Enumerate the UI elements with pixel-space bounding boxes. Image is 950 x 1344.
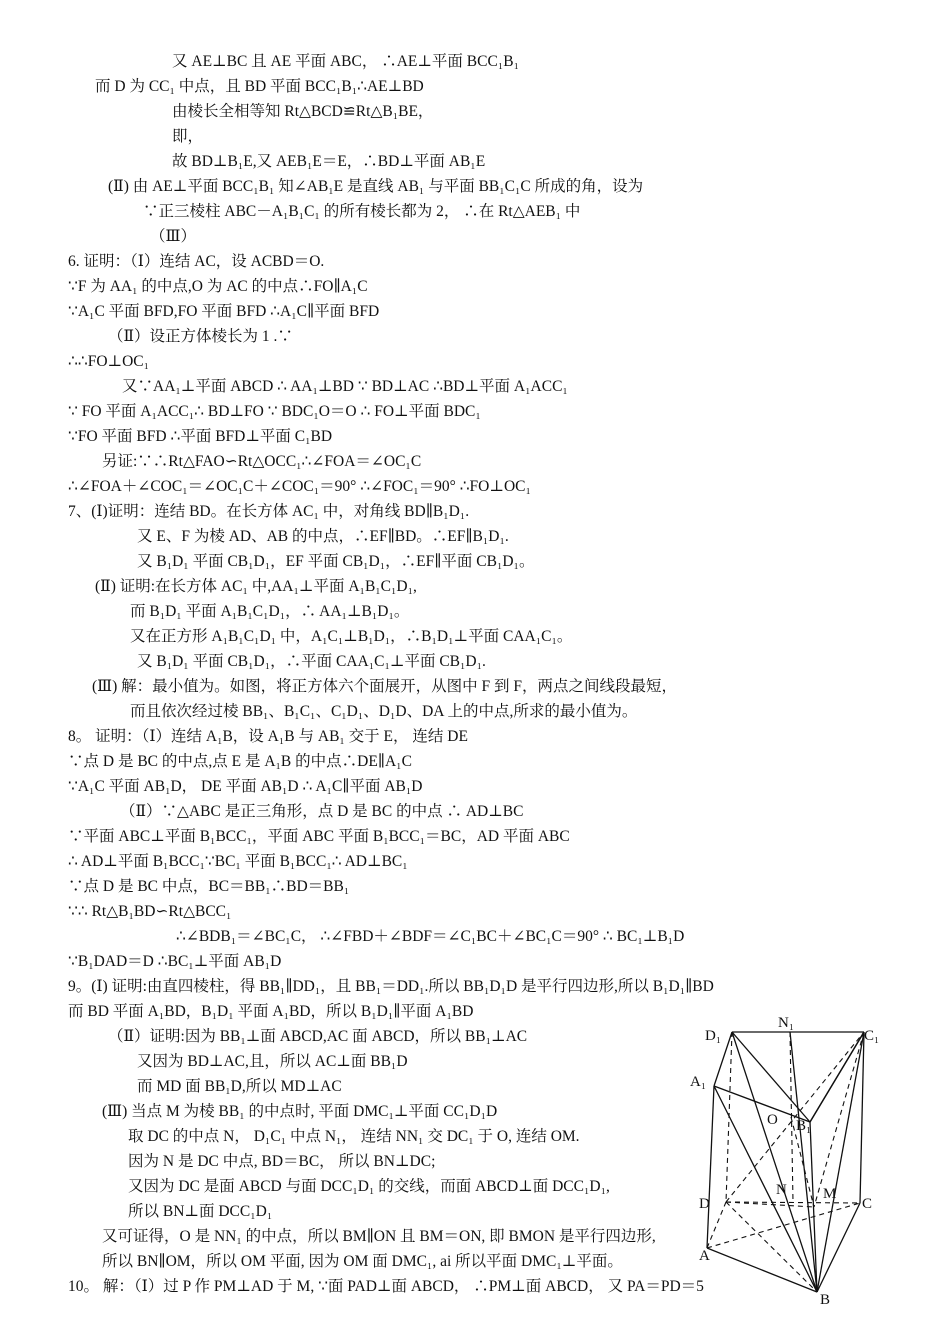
text-line: 而 D 为 CC₁ 中点，且 BD 平面 BCC₁B₁∴AE⊥BD	[95, 78, 424, 95]
text-line: 又可证得，O 是 NN₁ 的中点，所以 BM∥ON 且 BM＝ON, 即 BMON 是平行四边形,	[102, 1228, 656, 1245]
line-n1b	[790, 1032, 817, 1292]
prism-figure	[690, 1010, 890, 1310]
problem-6-heading: 6. 证明：（Ⅰ）连结 AC，设 ACBD＝O.	[68, 253, 325, 270]
edge-ad	[707, 1202, 726, 1248]
edge-dd1	[726, 1032, 732, 1202]
text-line: (Ⅲ) 当点 M 为棱 BB₁ 的中点时, 平面 DMC₁⊥平面 CC₁D₁D	[102, 1103, 498, 1120]
line-c1m	[814, 1032, 864, 1207]
text-line: ∵平面 ABC⊥平面 B₁BCC₁，平面 ABC 平面 B₁BCC₁＝BC，AD 平面 ABC	[68, 828, 570, 845]
text-line: 又 B₁D₁ 平面 CB₁D₁，EF 平面 CB₁D₁，∴EF∥平面 CB₁D₁。	[137, 553, 535, 570]
text-line: 而且依次经过棱 BB₁、B₁C₁、C₁D₁、D₁D、DA 上的中点,所求的最小值为。	[130, 703, 638, 720]
line-dc1	[726, 1032, 864, 1202]
text-line: ∴∴FO⊥OC₁	[68, 353, 150, 370]
text-line: 即，	[172, 128, 204, 145]
text-line: ∴ AD⊥平面 B₁BCC₁∵BC₁ 平面 B₁BCC₁∴ AD⊥BC₁	[68, 853, 408, 870]
text-line: （Ⅱ）∵△ABC 是正三角形，点 D 是 BC 的中点 ∴ AD⊥BC	[120, 803, 524, 820]
text-line: 又∵AA₁⊥平面 ABCD ∴ AA₁⊥BD ∵ BD⊥AC ∴BD⊥平面 A₁ACC₁	[122, 378, 568, 395]
problem-7-heading: 7、(Ⅰ)证明：连结 BD。在长方体 AC₁ 中，对角线 BD∥B₁D₁.	[68, 503, 470, 520]
line-d1b	[732, 1032, 817, 1292]
text-line: 而 B₁D₁ 平面 A₁B₁C₁D₁，∴ AA₁⊥B₁D₁。	[130, 603, 410, 620]
text-line: ∵点 D 是 BC 中点，BC＝BB₁∴BD＝BB₁	[68, 878, 350, 895]
text-line: ∵ FO 平面 A₁ACC₁∴ BD⊥FO ∵ BDC₁O＝O ∴ FO⊥平面 BDC₁	[68, 403, 481, 420]
text-line: (Ⅱ) 证明:在长方体 AC₁ 中,AA₁⊥平面 A₁B₁C₁D₁,	[95, 578, 417, 595]
label-c1: C₁	[864, 1028, 880, 1044]
label-b: B	[820, 1292, 831, 1308]
text-line: ∵F 为 AA₁ 的中点,O 为 AC 的中点∴FO∥A₁C	[68, 278, 368, 295]
text-line: ∴∠BDB₁＝∠BC₁C， ∴∠FBD＋∠BDF＝∠C₁BC＋∠BC₁C＝90° ∴ BC₁⊥B₁D	[176, 928, 685, 945]
edge-aa1	[707, 1086, 714, 1248]
text-line: 又在正方形 A₁B₁C₁D₁ 中，A₁C₁⊥B₁D₁，∴B₁D₁⊥平面 CAA₁C₁。	[130, 628, 573, 645]
edge-ab	[707, 1248, 817, 1292]
label-n1: N₁	[778, 1015, 795, 1031]
text-line: 另证:∵∴Rt△FAO∽Rt△OCC₁∴∠FOA＝∠OC₁C	[102, 453, 422, 470]
text-line: 又 B₁D₁ 平面 CB₁D₁，∴平面 CAA₁C₁⊥平面 CB₁D₁.	[137, 653, 486, 670]
text-line: 又因为 DC 是面 ABCD 与面 DCC₁D₁ 的交线，而面 ABCD⊥面 DCC₁D₁,	[128, 1178, 610, 1195]
text-line: 所以 BN∥OM，所以 OM 平面, 因为 OM 面 DMC₁, ai 所以平面 DMC₁⊥平面。	[102, 1253, 623, 1270]
line-db	[726, 1202, 817, 1292]
problem-10-heading: 10。 解：（Ⅰ）过 P 作 PM⊥AD 于 M, ∵面 PAD⊥面 ABCD， ∴PM⊥面 ABCD， 又 PA＝PD＝5	[68, 1278, 704, 1295]
text-line: (Ⅲ) 解：最小值为。如图，将正方体六个面展开，从图中 F 到 F，两点之间线段最短，	[92, 678, 678, 695]
label-d1: D₁	[705, 1028, 722, 1044]
text-line: 因为 N 是 DC 中点, BD＝BC， 所以 BN⊥DC;	[128, 1153, 436, 1170]
text-line: ∵∴ Rt△B₁BD∽Rt△BCC₁	[68, 903, 232, 920]
problem-8-heading: 8。 证明：（Ⅰ）连结 A₁B，设 A₁B 与 AB₁ 交于 E， 连结 DE	[68, 728, 468, 745]
label-a1: A₁	[690, 1074, 707, 1090]
text-line: (Ⅱ) 由 AE⊥平面 BCC₁B₁ 知∠AB₁E 是直线 AB₁ 与平面 BB₁C₁C 所成的角，设为	[108, 178, 644, 195]
text-line: 所以 BN⊥面 DCC₁D₁	[128, 1203, 273, 1220]
text-line: ∵B₁DAD＝D ∴BC₁⊥平面 AB₁D	[68, 953, 282, 970]
text-line: ∵FO 平面 BFD ∴平面 BFD⊥平面 C₁BD	[68, 428, 333, 445]
text-line: 故 BD⊥B₁E,又 AEB₁E＝E，∴BD⊥平面 AB₁E	[172, 153, 486, 170]
text-line: 取 DC 的中点 N， D₁C₁ 中点 N₁， 连结 NN₁ 交 DC₁ 于 O, 连结 OM.	[128, 1128, 580, 1145]
edge-cc1	[860, 1032, 864, 1203]
label-n: N	[776, 1182, 787, 1198]
text-line: 而 MD 面 BB₁D,所以 MD⊥AC	[137, 1078, 342, 1095]
label-d: D	[699, 1196, 710, 1212]
text-line: 而 BD 平面 A₁BD，B₁D₁ 平面 A₁BD，所以 B₁D₁∥平面 A₁BD	[68, 1003, 474, 1020]
text-line: （Ⅱ）证明:因为 BB₁⊥面 ABCD,AC 面 ABCD，所以 BB₁⊥AC	[108, 1028, 528, 1045]
text-line: 又因为 BD⊥AC,且，所以 AC⊥面 BB₁D	[137, 1053, 408, 1070]
text-line: 又 AE⊥BC 且 AE 平面 ABC， ∴AE⊥平面 BCC₁B₁	[172, 53, 519, 70]
label-m: M	[823, 1186, 837, 1202]
text-line: （Ⅱ）设正方体棱长为 1 .∵	[108, 328, 293, 345]
problem-9-heading: 9。(Ⅰ) 证明:由直四棱柱，得 BB₁∥DD₁，且 BB₁＝DD₁.所以 BB₁D₁D 是平行四边形,所以 B₁D₁∥BD	[68, 978, 714, 995]
text-line: ∵A₁C 平面 AB₁D， DE 平面 AB₁D ∴ A₁C∥平面 AB₁D	[68, 778, 423, 795]
text-line: ∴∠FOA＋∠COC₁＝∠OC₁C＋∠COC₁＝90° ∴∠FOC₁＝90° ∴FO⊥OC₁	[68, 478, 531, 495]
text-line: ∵A₁C 平面 BFD,FO 平面 BFD ∴A₁C∥平面 BFD	[68, 303, 380, 320]
label-b1: B₁	[796, 1118, 812, 1134]
text-line: （Ⅲ）	[150, 228, 196, 245]
text-line: 由棱长全相等知 Rt△BCD≌Rt△B₁BE，	[172, 103, 434, 120]
text-line: ∵点 D 是 BC 的中点,点 E 是 A₁B 的中点∴DE∥A₁C	[68, 753, 412, 770]
label-o: O	[767, 1112, 778, 1128]
text-line: 又 E、F 为棱 AD、AB 的中点，∴EF∥BD。∴EF∥B₁D₁.	[137, 528, 509, 545]
label-c: C	[862, 1196, 873, 1212]
edge-bc	[817, 1203, 860, 1292]
label-a: A	[699, 1248, 710, 1264]
text-line: ∵正三棱柱 ABC－A₁B₁C₁ 的所有棱长都为 2， ∴在 Rt△AEB₁ 中	[143, 203, 581, 220]
